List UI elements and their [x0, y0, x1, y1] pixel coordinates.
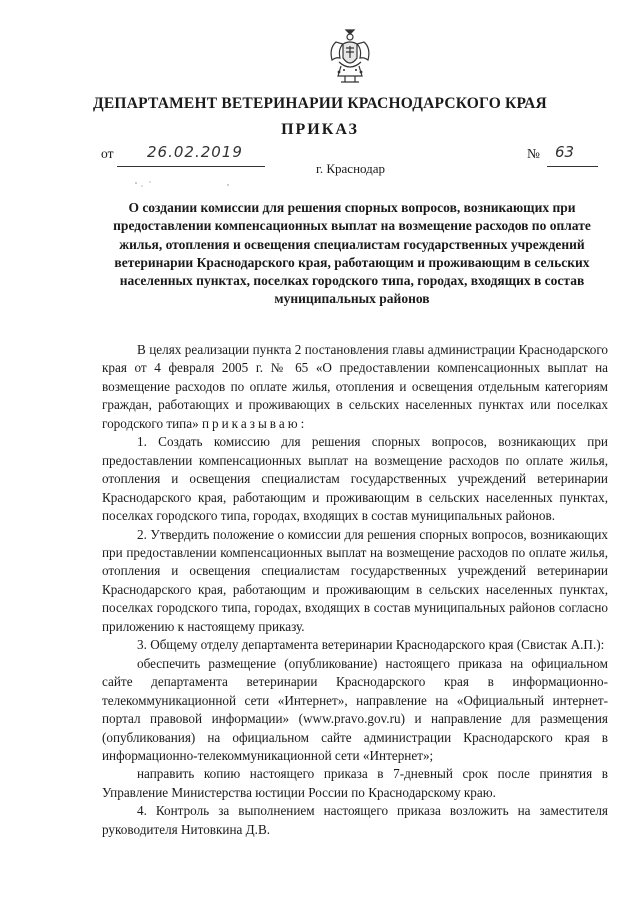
department-name: ДЕПАРТАМЕНТ ВЕТЕРИНАРИИ КРАСНОДАРСКОГО КРАЯ	[93, 95, 547, 112]
paragraph-3b: направить копию настоящего приказа в 7-дневный срок после принятия в Управление Министерства юстиции России по Краснодарскому краю.	[102, 766, 608, 800]
paragraph-4: 4. Контроль за выполнением настоящего приказа возложить на заместителя руководителя Нитовкина Д.В.	[102, 803, 608, 837]
date-label: от	[101, 146, 114, 161]
number-label: №	[527, 146, 540, 161]
paragraph-1: 1. Создать комиссию для решения спорных вопросов, возникающих при предоставлении компенсационных выплат на возмещение расходов по оплате жилья, отопления и освещения специалистам государственных учреждений ветеринарии Краснодарского края, работающим и проживающим в сельских населенных пунктах, поселках городского типа, городах, входящих в состав муниципальных районов.	[102, 434, 608, 524]
order-word: приказываю:	[201, 415, 308, 431]
intro-paragraph	[102, 341, 608, 433]
document-subject: О создании комиссии для решения спорных вопросов, возникающих при предоставлении компенсационных выплат на возмещение расходов по оплате жилья, отопления и освещения специалистам государственных учреждений ветеринарии Краснодарского края, работающим и проживающим в сельских населенных пунктах, поселках городского типа, городах, входящих в состав муниципальных районов	[113, 200, 591, 307]
paragraph-3a: обеспечить размещение (опубликование) настоящего приказа на официальном сайте департамента ветеринарии Краснодарского края в информационно-телекоммуникационной сети «Интернет», направление на «Официальный интернет-портал правовой информации» (www.pravo.gov.ru) и направление для размещения (опубликования) на официальном сайте администрации Краснодарского края в информационно-телекоммуникационной сети «Интернет»;	[102, 655, 608, 763]
intro-text: В целях реализации пункта 2 постановления главы администрации Краснодарского края от 4 февраля 2005 г. № 65 «О предоставлении компенсационных выплат на возмещение расходов по оплате жилья, отопления и освещения отдельным категориям граждан, работающих и проживающих в сельских населенных пунктах или поселках городского типа»	[102, 342, 608, 431]
paragraph-2: 2. Утвердить положение о комиссии для решения спорных вопросов, возникающих при предоставлении компенсационных выплат на возмещение расходов по оплате жилья, отопления и освещения специалистам государственных учреждений ветеринарии Краснодарского края, работающим и проживающим в сельских населенных пунктах, поселках городского типа, городах, входящих в состав муниципальных районов согласно приложению к настоящему приказу.	[102, 526, 608, 634]
handwritten-number: 63	[555, 143, 575, 161]
coat-of-arms-icon	[327, 28, 373, 84]
document-body	[102, 341, 608, 839]
handwritten-date: 26.02.2019	[147, 143, 243, 161]
date-field	[117, 143, 265, 167]
paragraph-3: 3. Общему отделу департамента ветеринарии Краснодарского края (Свистак А.П.):	[137, 637, 605, 653]
number-field	[547, 143, 598, 167]
city-label: г. Краснодар	[316, 161, 386, 176]
scan-specks	[130, 180, 250, 192]
document-type: ПРИКАЗ	[281, 121, 359, 138]
